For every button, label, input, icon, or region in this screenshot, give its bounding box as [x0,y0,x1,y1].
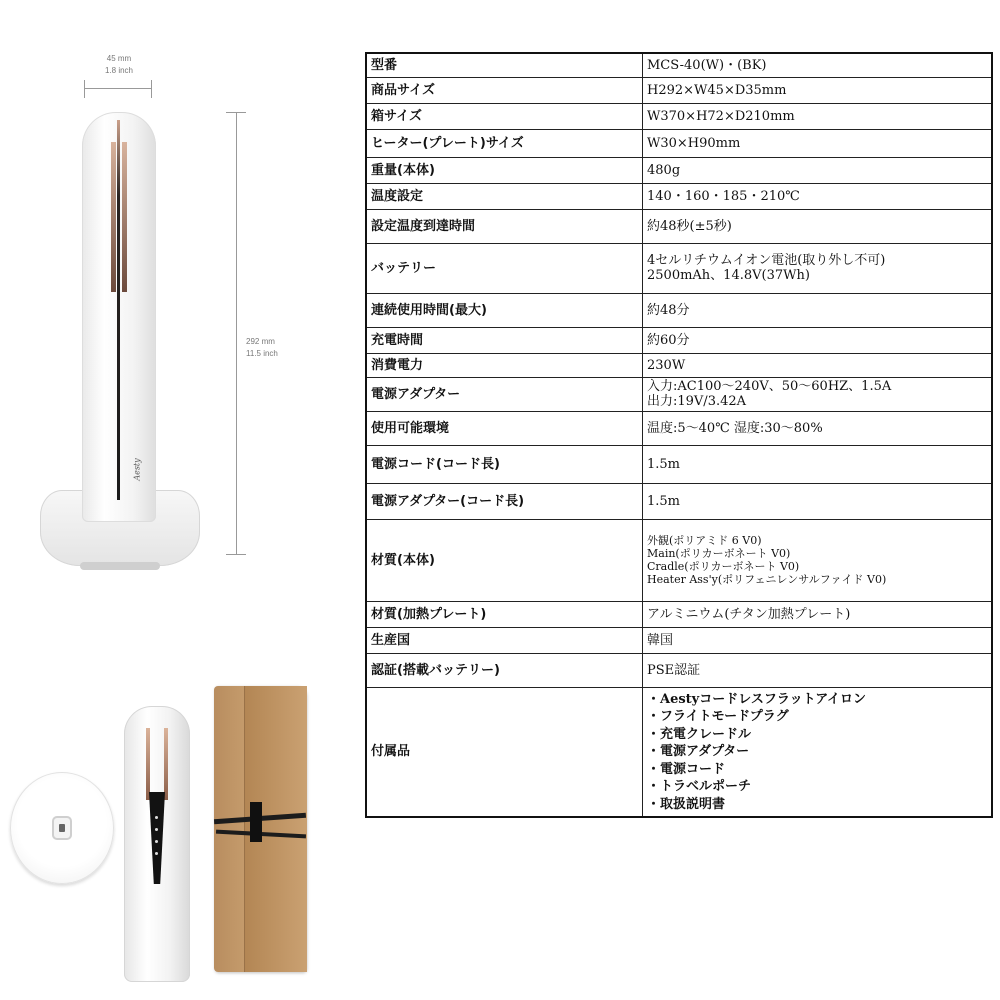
spec-key: 箱サイズ [366,103,643,129]
dimension-height-line [236,112,237,554]
spec-value-line: ・電源コード [647,761,726,777]
spec-value-line: W30×H90mm [647,135,741,151]
spec-key: 材質(本体) [366,519,643,601]
spec-value [643,653,993,687]
travel-pouch-image [214,686,306,972]
dimension-height-tick-top [226,112,246,113]
spec-value-line: 2500mAh、14.8V(37Wh) [647,268,810,283]
spec-key: 電源アダプター(コード長) [366,483,643,519]
spec-row [366,327,992,353]
spec-row [366,519,992,601]
spec-key: 温度設定 [366,183,643,209]
spec-value [643,157,993,183]
spec-key: ヒーター(プレート)サイズ [366,129,643,157]
spec-key: 生産国 [366,627,643,653]
dimension-height-mm: 292 mm [246,337,275,346]
iron-center-gap [117,120,120,500]
spec-value-line: ・充電クレードル [647,726,752,742]
flat-iron-image [124,706,190,982]
spec-value-line: ・取扱説明書 [647,796,726,812]
spec-value [643,601,993,627]
spec-value-line: 韓国 [647,632,674,648]
spec-row [366,183,992,209]
spec-value-line: 入力:AC100〜240V、50〜60HZ、1.5A [647,379,892,394]
charging-cradle-image [10,772,114,884]
spec-value-line: W370×H72×D210mm [647,108,795,124]
spec-key: 電源コード(コード長) [366,445,643,483]
spec-key: 設定温度到達時間 [366,209,643,243]
spec-value [643,209,993,243]
spec-row [366,53,992,77]
spec-value-line: MCS-40(W)・(BK) [647,57,767,73]
spec-key: 商品サイズ [366,77,643,103]
spec-table [365,52,993,818]
spec-value-line: ・Aestyコードレスフラットアイロン [647,691,867,707]
iron-control-strip [149,792,165,884]
spec-value-line: 約48秒(±5秒) [647,218,732,234]
spec-value [643,77,993,103]
heating-plate-right [122,142,127,292]
spec-row [366,483,992,519]
dimension-width-tick-left [84,80,85,98]
spec-key: 電源アダプター [366,377,643,411]
spec-key: 認証(搭載バッテリー) [366,653,643,687]
spec-value-line: 外観(ポリアミド 6 V0) [647,534,762,547]
spec-key: 充電時間 [366,327,643,353]
dimension-height-tick-bottom [226,554,246,555]
spec-value-line: 1.5m [647,456,681,472]
spec-value [643,103,993,129]
spec-value [643,483,993,519]
spec-value [643,411,993,445]
spec-value [643,129,993,157]
spec-value-line: H292×W45×D35mm [647,82,787,98]
spec-key: 付属品 [366,687,643,817]
charging-base-foot [80,562,160,570]
spec-value-line: 4セルリチウムイオン電池(取り外し不可) [647,253,886,268]
spec-row [366,103,992,129]
dimension-width-mm: 45 mm [106,54,132,63]
spec-value-line: Heater Ass'y(ポリフェニレンサルファイド V0) [647,573,887,586]
spec-value [643,687,993,817]
spec-value [643,445,993,483]
spec-row [366,445,992,483]
spec-row [366,377,992,411]
heating-plate-left [111,142,116,292]
spec-value-line: 約60分 [647,332,690,348]
spec-value [643,243,993,293]
iron-plate-right [164,728,168,800]
spec-key: 重量(本体) [366,157,643,183]
dimension-width-inch: 1.8 inch [104,66,134,75]
spec-value-line: ・電源アダプター [647,744,750,759]
spec-key: 使用可能環境 [366,411,643,445]
spec-key: 連続使用時間(最大) [366,293,643,327]
spec-row [366,129,992,157]
spec-row [366,687,992,817]
spec-value-line: 出力:19V/3.42A [647,394,747,409]
spec-key: 消費電力 [366,353,643,377]
spec-value [643,377,993,411]
iron-plate-left [146,728,150,800]
spec-value-line: 140・160・185・210℃ [647,188,800,204]
spec-row [366,243,992,293]
spec-value [643,183,993,209]
spec-value [643,627,993,653]
spec-row [366,653,992,687]
pouch-tag [250,802,262,842]
spec-row [366,157,992,183]
spec-key: バッテリー [366,243,643,293]
spec-value [643,53,993,77]
spec-value-line: 480g [647,162,681,178]
spec-row [366,353,992,377]
cradle-slot [52,816,72,840]
spec-value [643,519,993,601]
spec-row [366,627,992,653]
dimension-width-tick-right [151,80,152,98]
spec-value-line: 230W [647,357,686,373]
spec-value-line: 約48分 [647,302,690,318]
spec-key: 材質(加熱プレート) [366,601,643,627]
spec-value [643,293,993,327]
spec-value [643,353,993,377]
brand-logo: Aesty [132,458,142,481]
spec-row [366,77,992,103]
spec-row [366,411,992,445]
spec-value-line: Cradle(ポリカーボネート V0) [647,560,800,573]
spec-value-line: 温度:5〜40℃ 湿度:30〜80% [647,420,823,436]
spec-value-line: PSE認証 [647,662,701,678]
dimension-height-inch: 11.5 inch [246,349,278,358]
spec-value-line: Main(ポリカーボネート V0) [647,547,791,560]
spec-value [643,327,993,353]
spec-value-line: アルミニウム(チタン加熱プレート) [647,606,851,622]
spec-row [366,601,992,627]
spec-row [366,209,992,243]
spec-value-line: ・フライトモードプラグ [647,709,789,724]
spec-value-line: 1.5m [647,493,681,509]
spec-row [366,293,992,327]
standing-flat-iron-image [82,112,156,522]
spec-key: 型番 [366,53,643,77]
dimension-width-line [84,88,152,89]
spec-value-line: ・トラベルポーチ [647,779,752,794]
